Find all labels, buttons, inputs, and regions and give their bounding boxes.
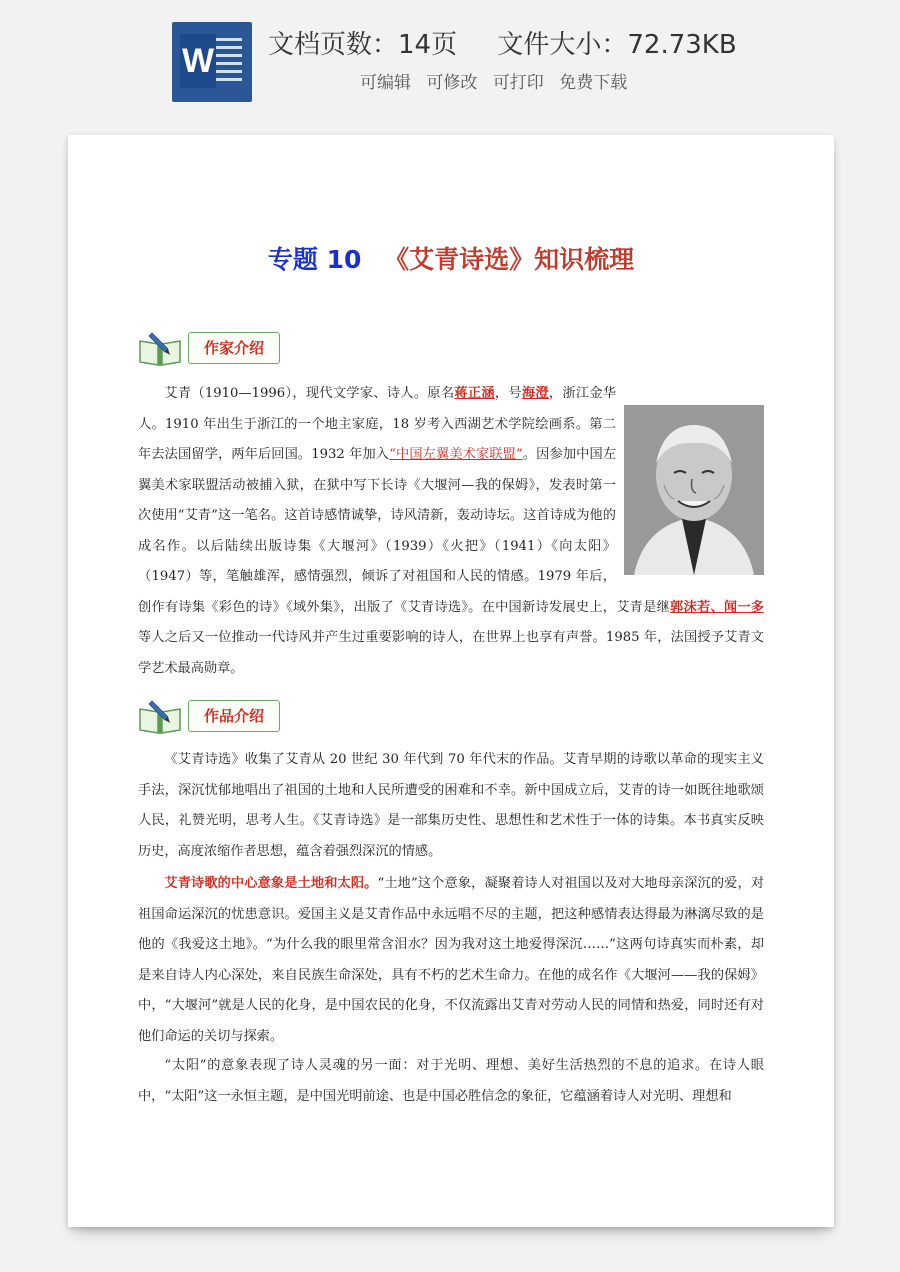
author-paragraph xyxy=(138,379,764,684)
section-label: 作品介绍 xyxy=(188,700,280,732)
bio-text-5: 等人之后又一位推动一代诗风并产生过重要影响的诗人，在世界上也享有声誉。1985 年，法国授予艾青文学艺术最高勋章。 xyxy=(138,630,764,676)
download-header xyxy=(0,0,900,120)
bio-text-1: 艾青（1910—1996），现代文学家、诗人。原名 xyxy=(164,386,455,401)
works-paragraph-2 xyxy=(138,869,764,1052)
works-paragraph-3: “太阳”的意象表现了诗人灵魂的另一面：对于光明、理想、美好生活热烈的不息的追求。在诗人眼中，“太阳”这一永恒主题，是中国光明前途、也是中国必胜信念的象征，它蕴涵着诗人对光明、理想和 xyxy=(138,1058,764,1104)
section-label: 作家介绍 xyxy=(188,332,280,364)
works-paragraph-2-text: “土地”这个意象，凝聚着诗人对祖国以及对大地母亲深沉的爱，对祖国命运深沉的忧患意识。爱国主义是艾青作品中永远唱不尽的主题，把这种感情表达得最为淋漓尽致的是他的《我爱这土地》。“为什么我的眼里常含泪水？因为我对这土地爱得深沉……”这两句诗真实而朴素，却是来自诗人内心深处，来自民族生命深处，具有不朽的艺术生命力。在他的成名作《大堰河——我的保姆》中，“大堰河”就是人民的化身，是中国农民的化身，不仅流露出艾青对劳动人民的同情和热爱，同时还有对他们命运的关切与探索。 xyxy=(138,876,765,1044)
bio-text-3: ，浙江金华人。1910 年出生于浙江的一个地主家庭，18 岁考入西湖艺术学院绘画系。第二年去法国留学，两年后回国。1932 年加入 xyxy=(138,386,617,462)
central-imagery-statement: 艾青诗歌的中心意象是土地和太阳。 xyxy=(164,876,378,891)
file-meta xyxy=(268,24,737,61)
feature-printable: 可打印 xyxy=(492,73,544,93)
bio-text-2: ，号 xyxy=(494,386,522,401)
feature-editable: 可编辑 xyxy=(360,73,411,93)
works-paragraph-1: 《艾青诗选》收集了艾青从 20 世纪 30 年代到 70 年代末的作品。艾青早期的诗歌以革命的现实主义手法，深沉忧郁地唱出了祖国的土地和人民所遭受的困难和不幸。新中国成立后，艾青的诗一如既往地歌颂人民，礼赞光明，思考人生。《艾青诗选》是一部集历史性、思想性和艺术性于一体的诗集。本书真实反映历史，高度浓缩作者思想，蕴含着强烈深沉的情感。 xyxy=(138,752,764,859)
page-count: 文档页数：14页 xyxy=(268,30,458,60)
file-size: 文件大小：72.73KB xyxy=(497,30,737,60)
book-pen-icon xyxy=(138,331,182,367)
word-logo-letter: W xyxy=(180,34,216,88)
word-document-icon xyxy=(172,22,252,102)
document-page xyxy=(68,135,834,1227)
bio-text-4: 。因参加中国左翼美术家联盟活动被捕入狱，在狱中写下长诗《大堰河—我的保姆》，发表时第一次使用“艾青”这一笔名。这首诗感情诚挚，诗风清新，轰动诗坛。这首诗成为他的成名作。以后陆续出版诗集《大堰河》（1939）《火把》（1941）《向太阳》（1947）等，笔触雄浑，感情强烈，倾诉了对祖国和人民的情感。1979 年后，创作有诗集《彩色的诗》《域外集》，出版了《艾青诗选》。在中国新诗发展史上，艾青是继 xyxy=(138,447,671,615)
document-title xyxy=(68,240,834,276)
league-name: “中国左翼美术家联盟” xyxy=(389,447,523,462)
title-prefix: 专题 10 xyxy=(267,245,362,274)
section-heading-author xyxy=(138,327,288,371)
courtesy-name: 海澄 xyxy=(521,386,549,401)
portrait-spacer xyxy=(616,387,764,567)
doc-lines-decoration xyxy=(216,38,242,86)
feature-list xyxy=(360,68,627,93)
section-heading-works xyxy=(138,695,288,739)
poets-names: 郭沫若、闻一多 xyxy=(670,599,764,615)
original-name: 蒋正涵 xyxy=(454,386,495,401)
feature-free-download: 免费下载 xyxy=(559,73,628,93)
book-pen-icon xyxy=(138,699,182,735)
title-main: 《艾青诗选》知识梳理 xyxy=(384,245,635,274)
feature-modifiable: 可修改 xyxy=(426,73,478,93)
